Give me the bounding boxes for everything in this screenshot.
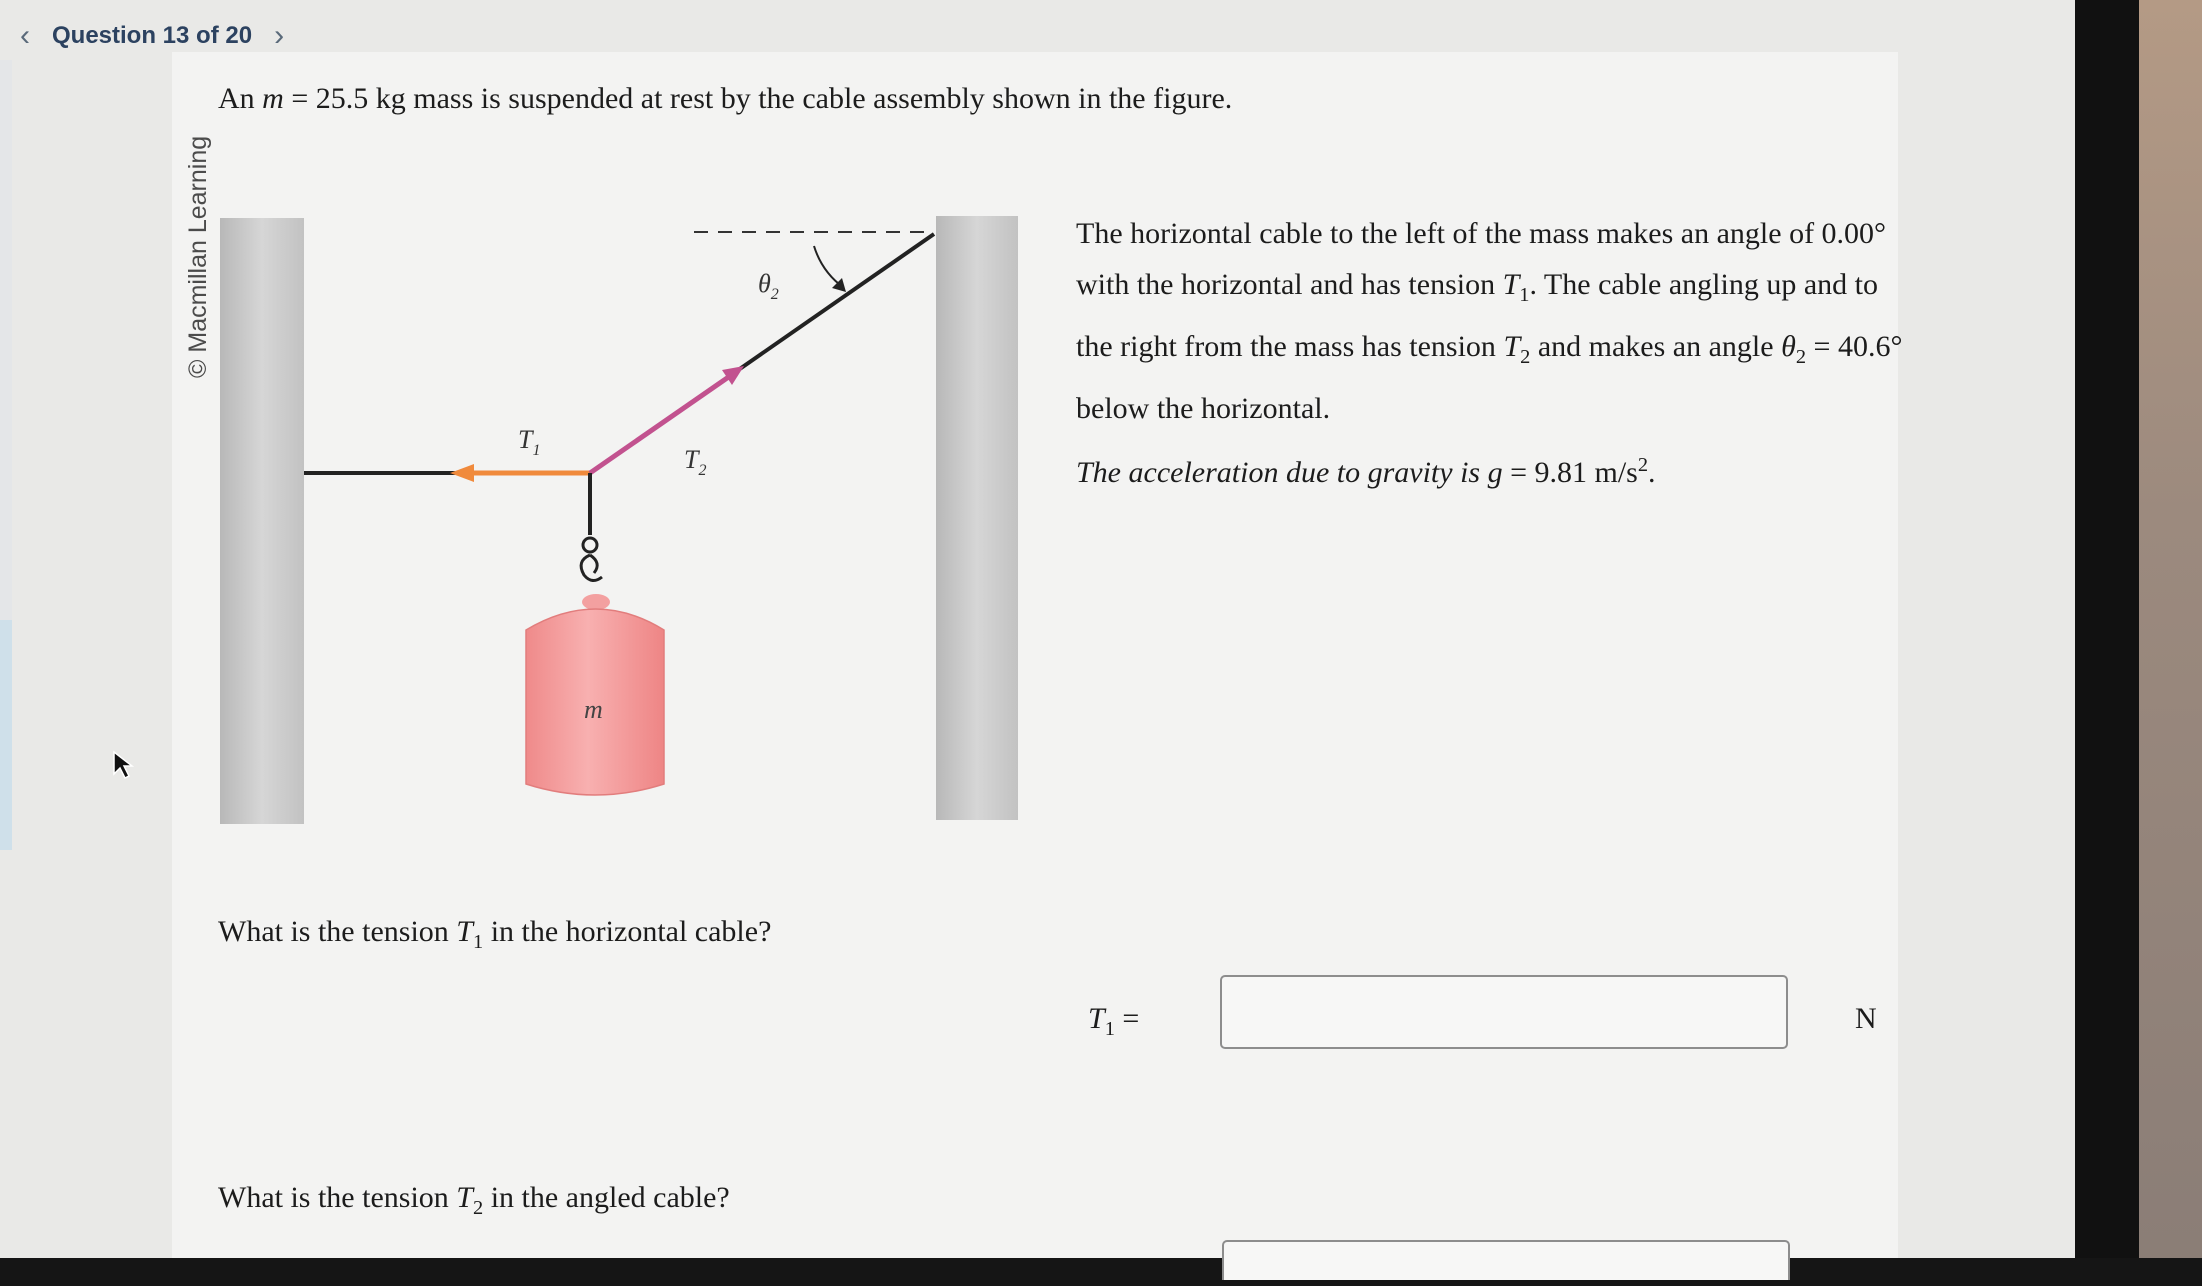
- mass-top: [582, 594, 610, 610]
- t1-label: $T_1$: [518, 425, 541, 459]
- sidebar-edge-highlight: [0, 620, 12, 850]
- question-1-text: What is the tension $T_1$ in the horizontal cable?: [218, 915, 772, 953]
- t1-answer-input[interactable]: [1220, 975, 1788, 1049]
- gravity-statement: The acceleration due to gravity is g = 9.81 $m/s^2$.: [1076, 454, 1656, 489]
- answer-1-label: $T_1$ =: [1088, 1002, 1140, 1040]
- answer-1-unit: N: [1855, 1002, 1877, 1035]
- chevron-right-icon[interactable]: ›: [274, 19, 285, 52]
- copyright-credit: © Macmillan Learning: [184, 135, 212, 378]
- t2-label: $T_2$: [684, 445, 707, 479]
- chevron-left-icon[interactable]: ‹: [20, 19, 30, 52]
- t1-arrowhead: [450, 464, 474, 482]
- t2-answer-input[interactable]: [1222, 1240, 1790, 1280]
- right-wall: [936, 216, 1018, 820]
- screen-bezel: [2075, 0, 2139, 1286]
- hook: [581, 538, 602, 581]
- background-edge: [2139, 0, 2202, 1286]
- mass-label: m: [584, 695, 603, 724]
- cable-assembly-figure: [218, 210, 1018, 830]
- left-wall: [220, 218, 304, 824]
- screen-bezel-bottom: [0, 1258, 2202, 1286]
- mouse-pointer-icon: [112, 750, 134, 780]
- question-counter: Question 13 of 20: [52, 22, 253, 49]
- problem-text: The horizontal cable to the left of the mass makes an angle of 0.00° with the horizontal and has tension $T_1$. The cable angling up and to the right from the mass has tension $T_2$ and makes an angle $\theta_2 = 40.6^\circ$ below the horizontal.: [1076, 217, 1903, 425]
- problem-description: [1076, 208, 1906, 498]
- theta2-label: $\theta_2$: [758, 269, 779, 303]
- t2-vector: [590, 376, 730, 473]
- question-2-text: What is the tension $T_2$ in the angled cable?: [218, 1181, 730, 1219]
- problem-intro: An m = 25.5 kg mass is suspended at rest by the cable assembly shown in the figure.: [218, 82, 1233, 115]
